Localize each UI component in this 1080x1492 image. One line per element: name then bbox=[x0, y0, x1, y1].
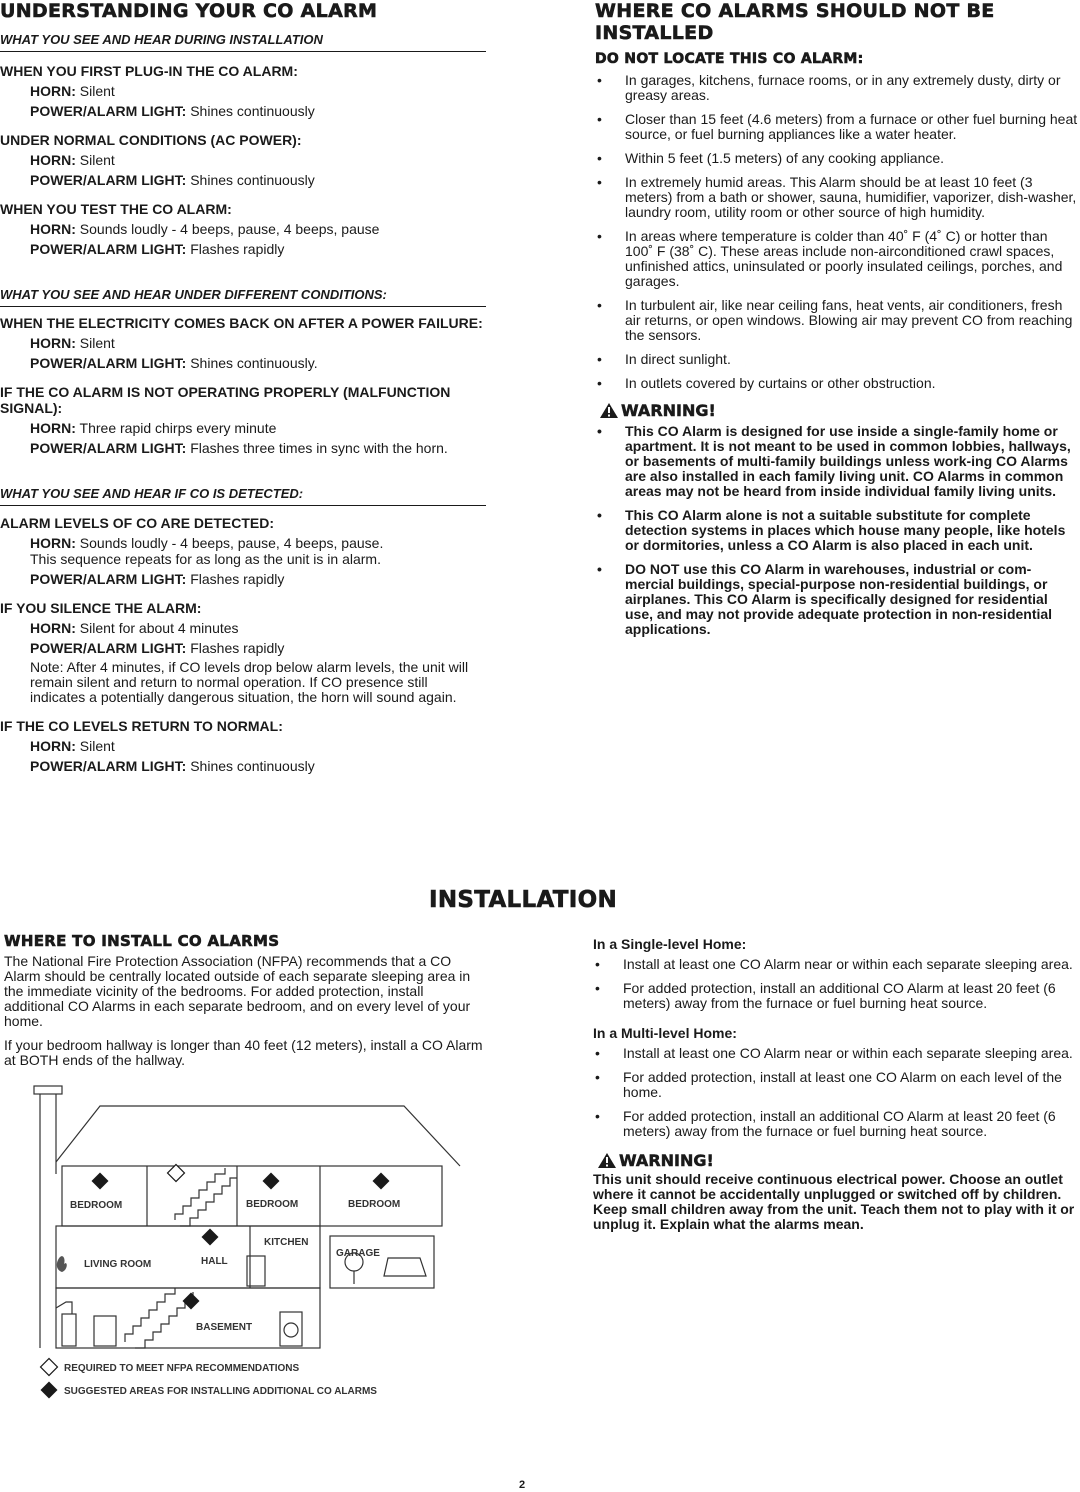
warning-header bbox=[595, 401, 1079, 420]
list-item: • For added protection, install at least one CO Alarm on each level of the home. bbox=[595, 1069, 1062, 1100]
power-warning-text: This unit should receive continuous electrical power. Choose an outlet where it cannot be accidentally unplugged or switched off by children. Keep small children away from the unit. Teach them not to play with it or unplug it. Explain what the alarms mean. bbox=[593, 1171, 1075, 1232]
horn-label: HORN: bbox=[30, 738, 76, 754]
list-item: • Install at least one CO Alarm near or within each separate sleeping area. bbox=[595, 1045, 1073, 1061]
do-not-locate-list bbox=[595, 73, 1079, 391]
subheading-installation: WHAT YOU SEE AND HEAR DURING INSTALLATION bbox=[0, 32, 323, 47]
condition-label: WHEN THE ELECTRICITY COMES BACK ON AFTER A POWER FAILURE: bbox=[0, 315, 483, 331]
list-item: • In areas where temperature is colder than 40˚ F (4˚ C) or hotter than 100˚ F (38˚ C). These areas include non-airconditioned crawl spaces, unfinished attics, uninsulated or poorly insulated ceilings, porches, and garages. bbox=[597, 228, 1063, 289]
divider bbox=[0, 505, 486, 506]
horn-value: Silent bbox=[79, 738, 115, 754]
room-label: KITCHEN bbox=[264, 1237, 309, 1248]
room-label: BEDROOM bbox=[70, 1200, 123, 1211]
warning-triangle-icon bbox=[597, 1152, 617, 1169]
where-to-install bbox=[4, 932, 486, 1068]
horn-value-continued: This sequence repeats for as long as the unit is in alarm. bbox=[30, 551, 381, 567]
horn-label: HORN: bbox=[30, 620, 76, 636]
single-level-title: In a Single-level Home: bbox=[593, 936, 747, 952]
legend-suggested-label: SUGGESTED AREAS FOR INSTALLING ADDITIONAL CO ALARMS bbox=[64, 1386, 377, 1397]
right-column bbox=[595, 0, 1079, 646]
home-guidance bbox=[593, 936, 1079, 1232]
fireplace-icon bbox=[57, 1256, 67, 1272]
horn-value: Silent for about 4 minutes bbox=[79, 620, 239, 636]
light-value: Flashes rapidly bbox=[190, 571, 285, 587]
list-item: • Install at least one CO Alarm near or within each separate sleeping area. bbox=[595, 956, 1073, 972]
legend-required-icon bbox=[41, 1359, 58, 1376]
horn-value: Three rapid chirps every minute bbox=[79, 420, 277, 436]
condition-label: WHEN YOU FIRST PLUG-IN THE CO ALARM: bbox=[0, 63, 298, 79]
condition-label: IF THE CO LEVELS RETURN TO NORMAL: bbox=[0, 718, 283, 734]
light-label: POWER/ALARM LIGHT: bbox=[30, 571, 187, 587]
warning-header bbox=[593, 1151, 1079, 1170]
list-item: • Within 5 feet (1.5 meters) of any cooking appliance. bbox=[597, 150, 945, 166]
suggested-alarm-icon bbox=[92, 1173, 109, 1190]
light-value: Flashes rapidly bbox=[190, 241, 285, 257]
light-value: Shines continuously. bbox=[190, 355, 318, 371]
subheading-conditions: WHAT YOU SEE AND HEAR UNDER DIFFERENT CONDITIONS: bbox=[0, 287, 387, 302]
light-value: Shines continuously bbox=[190, 103, 315, 119]
section-title-understanding: UNDERSTANDING YOUR CO ALARM bbox=[0, 0, 378, 22]
list-item: • DO NOT use this CO Alarm in warehouses, industrial or com-mercial buildings, special-purpose non-residential buildings, or airplanes. This CO Alarm is specifically designed for residential use, and may not provide adequate protection in non-residential applications. bbox=[597, 561, 1053, 637]
condition-label: IF THE CO ALARM IS NOT OPERATING PROPERLY (MALFUNCTION SIGNAL): bbox=[0, 384, 451, 416]
divider bbox=[0, 306, 486, 307]
multi-level-list bbox=[593, 1046, 1079, 1139]
main-floor bbox=[56, 1226, 320, 1288]
condition-block bbox=[0, 132, 486, 188]
required-alarm-icon bbox=[168, 1165, 185, 1182]
horn-label: HORN: bbox=[30, 221, 76, 237]
condition-block bbox=[0, 201, 486, 257]
condition-block bbox=[0, 515, 486, 587]
light-label: POWER/ALARM LIGHT: bbox=[30, 758, 187, 774]
divider bbox=[0, 51, 486, 52]
light-label: POWER/ALARM LIGHT: bbox=[30, 440, 187, 456]
light-label: POWER/ALARM LIGHT: bbox=[30, 355, 187, 371]
detected-conditions bbox=[0, 515, 486, 774]
warning-title: WARNING! bbox=[619, 1151, 714, 1170]
multi-level-title: In a Multi-level Home: bbox=[593, 1025, 737, 1041]
warning-list bbox=[595, 424, 1079, 637]
condition-block bbox=[0, 718, 486, 774]
chimney bbox=[40, 1092, 56, 1348]
list-item: • In turbulent air, like near ceiling fans, heat vents, air conditioners, fresh air returns, or open windows. Blowing air may prevent CO from reaching the sensors. bbox=[597, 297, 1073, 343]
installation-title: INSTALLATION bbox=[428, 887, 618, 913]
garage bbox=[330, 1236, 434, 1288]
room-label: BEDROOM bbox=[246, 1199, 299, 1210]
condition-label: IF YOU SILENCE THE ALARM: bbox=[0, 600, 202, 616]
suggested-alarm-icon bbox=[263, 1173, 280, 1190]
list-item: • Closer than 15 feet (4.6 meters) from a furnace or other fuel burning heat source, or fuel burning appliances like a water heater. bbox=[597, 111, 1078, 142]
light-value: Flashes three times in sync with the horn. bbox=[190, 440, 448, 456]
horn-value: Sounds loudly - 4 beeps, pause, 4 beeps, pause bbox=[79, 221, 380, 237]
condition-label: ALARM LEVELS OF CO ARE DETECTED: bbox=[0, 515, 275, 531]
install-conditions bbox=[0, 63, 486, 257]
light-value: Shines continuously bbox=[190, 758, 315, 774]
light-value: Flashes rapidly bbox=[190, 640, 285, 656]
list-item: • In direct sunlight. bbox=[597, 351, 731, 367]
horn-value: Silent bbox=[79, 152, 115, 168]
list-item: • In outlets covered by curtains or other obstruction. bbox=[597, 375, 936, 391]
list-item: • In extremely humid areas. This Alarm should be at least 10 feet (3 meters) from a bath or shower, sauna, humidifier, vaporizer, dish-washer, laundry room, utility room or other source of high humidity. bbox=[597, 174, 1077, 220]
upper-floor bbox=[62, 1166, 442, 1226]
horn-label: HORN: bbox=[30, 335, 76, 351]
condition-label: UNDER NORMAL CONDITIONS (AC POWER): bbox=[0, 132, 302, 148]
legend-suggested-icon bbox=[41, 1382, 58, 1399]
list-item: • This CO Alarm alone is not a suitable substitute for complete detection systems in places which house many people, like hotels or dormitories, unless a CO Alarm is also placed in each unit. bbox=[597, 507, 1066, 553]
horn-label: HORN: bbox=[30, 420, 76, 436]
room-label: HALL bbox=[201, 1256, 228, 1267]
condition-block bbox=[0, 384, 486, 456]
horn-label: HORN: bbox=[30, 535, 76, 551]
horn-value: Silent bbox=[79, 335, 115, 351]
horn-value: Sounds loudly - 4 beeps, pause, 4 beeps, pause. bbox=[79, 535, 384, 551]
legend-required-label: REQUIRED TO MEET NFPA RECOMMENDATIONS bbox=[64, 1363, 300, 1374]
left-column bbox=[0, 0, 486, 774]
list-item: • For added protection, install an additional CO Alarm at least 20 feet (6 meters) away from the furnace or fuel burning heat source. bbox=[595, 1108, 1056, 1139]
condition-block bbox=[0, 63, 486, 119]
condition-block bbox=[0, 600, 486, 705]
roof bbox=[56, 1106, 460, 1166]
light-value: Shines continuously bbox=[190, 172, 315, 188]
silence-note: Note: After 4 minutes, if CO levels drop below alarm levels, the unit will remain silent and return to normal operation. If CO presence still indicates a potentially dangerous situation, the horn will sound again. bbox=[30, 659, 469, 705]
light-label: POWER/ALARM LIGHT: bbox=[30, 640, 187, 656]
horn-label: HORN: bbox=[30, 152, 76, 168]
hallway-paragraph: If your bedroom hallway is longer than 40 feet (12 meters), install a CO Alarm at BOTH ends of the hallway. bbox=[4, 1037, 483, 1068]
suggested-alarm-icon bbox=[202, 1229, 219, 1246]
horn-value: Silent bbox=[79, 83, 115, 99]
page-number: 2 bbox=[519, 1479, 526, 1491]
where-to-install-title: WHERE TO INSTALL CO ALARMS bbox=[4, 932, 280, 950]
room-label: BEDROOM bbox=[348, 1199, 401, 1210]
single-level-list bbox=[593, 957, 1079, 1011]
condition-block bbox=[0, 315, 486, 371]
condition-label: WHEN YOU TEST THE CO ALARM: bbox=[0, 201, 232, 217]
list-item: • In garages, kitchens, furnace rooms, or in any extremely dusty, dirty or greasy areas. bbox=[597, 72, 1061, 103]
different-conditions bbox=[0, 315, 486, 456]
subtitle-do-not-locate: DO NOT LOCATE THIS CO ALARM: bbox=[595, 51, 864, 67]
warning-triangle-icon bbox=[599, 402, 619, 419]
list-item: • For added protection, install an additional CO Alarm at least 20 feet (6 meters) away from the furnace or fuel burning heat source. bbox=[595, 980, 1056, 1011]
warning-title: WARNING! bbox=[621, 401, 716, 420]
room-label: LIVING ROOM bbox=[84, 1259, 152, 1270]
light-label: POWER/ALARM LIGHT: bbox=[30, 172, 187, 188]
light-label: POWER/ALARM LIGHT: bbox=[30, 103, 187, 119]
house-diagram bbox=[0, 1080, 480, 1410]
nfpa-paragraph: The National Fire Protection Association (NFPA) recommends that a CO Alarm should be centrally located outside of each separate sleeping area in the immediate vicinity of the bedrooms. For added protection, install additional CO Alarms in each separate bedroom, and on every level of your home. bbox=[4, 953, 471, 1029]
horn-label: HORN: bbox=[30, 83, 76, 99]
room-label: BASEMENT bbox=[196, 1322, 253, 1333]
room-label: GARAGE bbox=[336, 1248, 380, 1259]
section-title-not-installed: WHERE CO ALARMS SHOULD NOT BE INSTALLED bbox=[595, 0, 995, 44]
list-item: • This CO Alarm is designed for use inside a single-family home or apartment. It is not meant to be used in common lobbies, hallways, or basements of multi-family buildings unless work-ing CO Alarms are also installed in each family living unit. CO Alarms in common areas may not be heard from inside individual family living units. bbox=[597, 423, 1071, 499]
subheading-detected: WHAT YOU SEE AND HEAR IF CO IS DETECTED: bbox=[0, 486, 304, 501]
light-label: POWER/ALARM LIGHT: bbox=[30, 241, 187, 257]
suggested-alarm-markers bbox=[92, 1173, 390, 1310]
suggested-alarm-icon bbox=[373, 1173, 390, 1190]
